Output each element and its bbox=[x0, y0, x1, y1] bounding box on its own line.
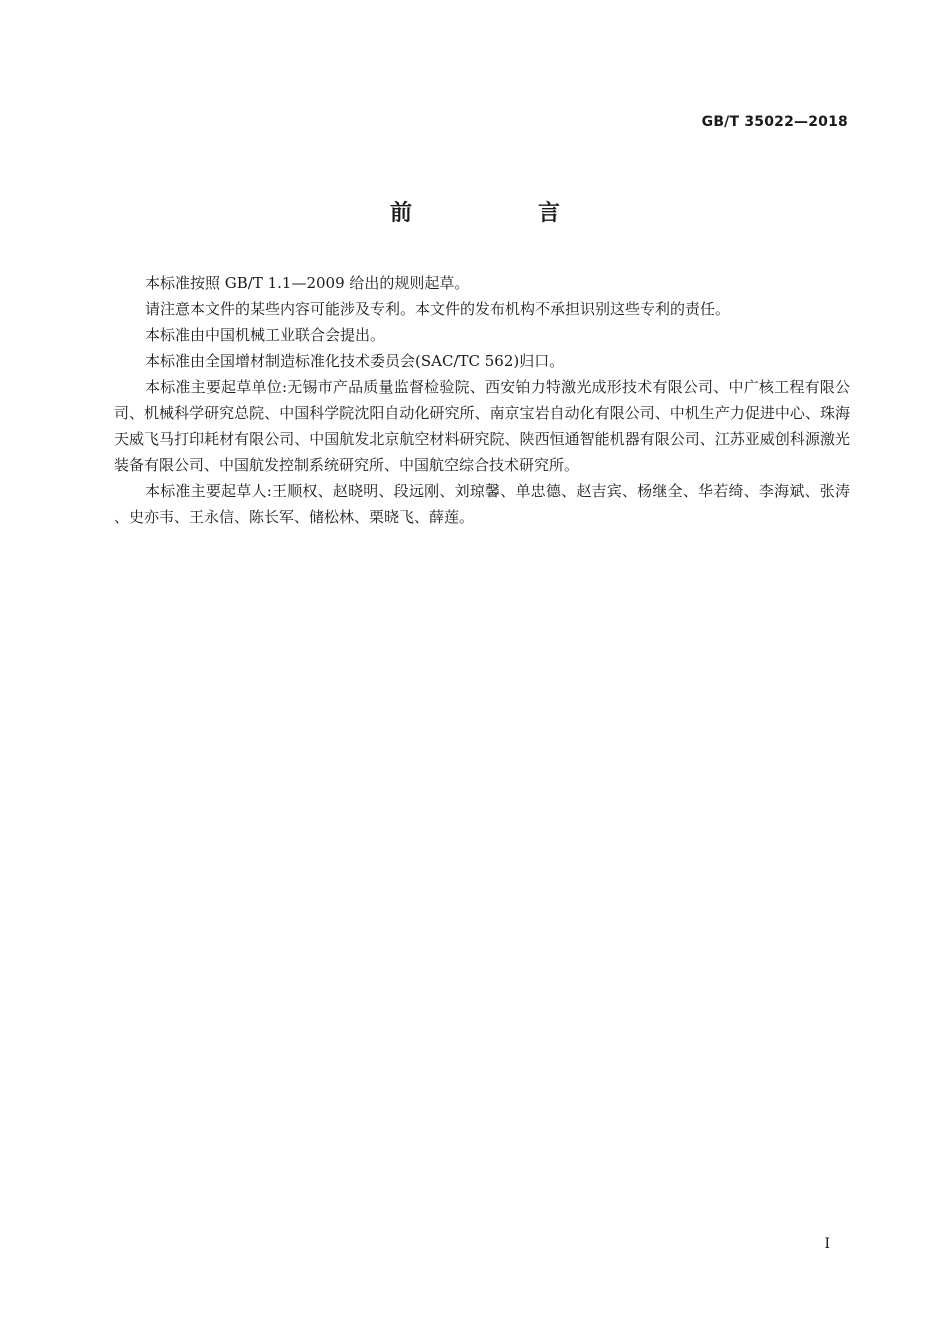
standard-code: GB/T 35022—2018 bbox=[701, 114, 848, 130]
paragraph-drafters: 本标准主要起草人:王顺权、赵晓明、段远刚、刘琼馨、单忠德、赵吉宾、杨继全、华若绮、李海斌、张涛、史亦韦、王永信、陈长军、储松林、栗晓飞、薛莲。 bbox=[114, 482, 850, 526]
paragraph-patent-notice: 请注意本文件的某些内容可能涉及专利。本文件的发布机构不承担识别这些专利的责任。 bbox=[145, 300, 731, 318]
paragraph-drafting-organizations: 本标准主要起草单位:无锡市产品质量监督检验院、西安铂力特激光成形技术有限公司、中广核工程有限公司、机械科学研究总院、中国科学院沈阳自动化研究所、南京宝岩自动化有限公司、中机生产力促进中心、珠海天威飞马打印耗材有限公司、中国航发北京航空材料研究院、陕西恒通智能机器有限公司、江苏亚威创科源激光装备有限公司、中国航发控制系统研究所、中国航空综合技术研究所。 bbox=[114, 378, 850, 474]
foreword-body bbox=[114, 270, 850, 530]
page-number: I bbox=[824, 1236, 830, 1252]
page-title: 前 言 bbox=[389, 201, 612, 226]
paragraph-drafting-rules: 本标准按照 GB/T 1.1—2009 给出的规则起草。 bbox=[145, 274, 470, 292]
paragraph-proposer: 本标准由中国机械工业联合会提出。 bbox=[145, 326, 386, 344]
paragraph-technical-committee: 本标准由全国增材制造标准化技术委员会(SAC/TC 562)归口。 bbox=[145, 352, 565, 370]
